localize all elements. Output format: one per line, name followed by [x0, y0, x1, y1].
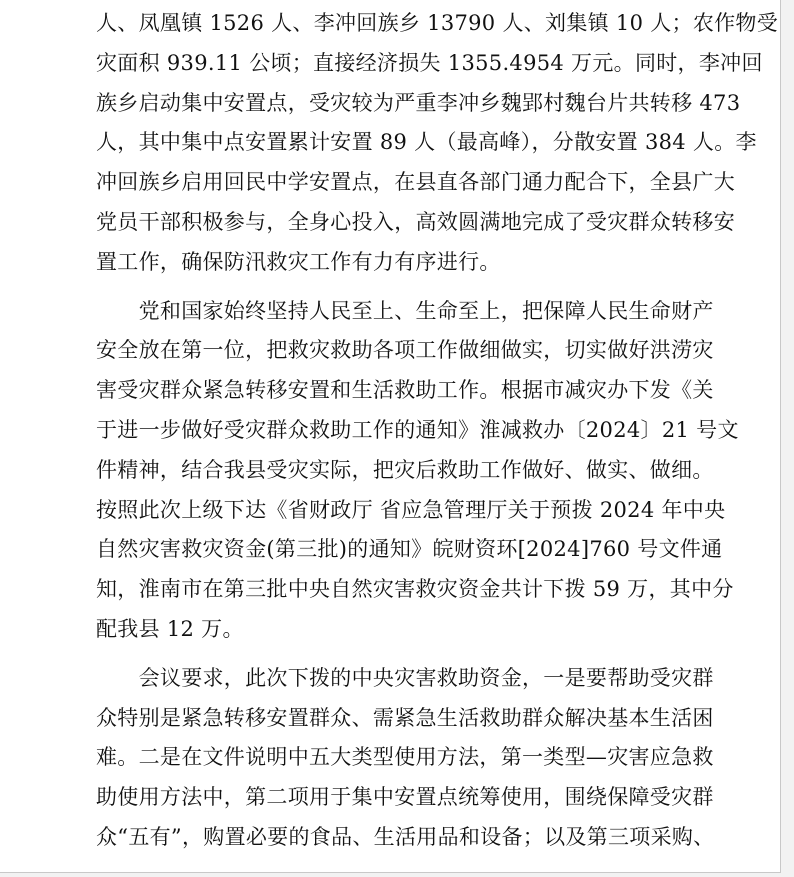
- text-line: 众“五有”，购置必要的食品、生活用品和设备；以及第三项采购、: [96, 824, 715, 849]
- paragraph-2: [96, 292, 739, 650]
- text-line: 族乡启动集中安置点，受灾较为严重李冲乡魏郢村魏台片共转移 473: [96, 90, 741, 115]
- paragraph-gap: [96, 650, 700, 659]
- text-line: 会议要求，此次下拨的中央灾害救助资金，一是要帮助受灾群: [96, 665, 714, 690]
- paragraph-gap: [96, 283, 700, 292]
- paragraph-3: [96, 659, 715, 858]
- text-line: 于进一步做好受灾群众救助工作的通知》淮减救办〔2024〕21 号文: [96, 417, 739, 442]
- text-line: 灾面积 939.11 公顷；直接经济损失 1355.4954 万元。同时，李冲回: [96, 50, 763, 75]
- text-line: 害受灾群众紧急转移安置和生活救助工作。根据市减灾办下发《关: [96, 378, 714, 403]
- text-line: 党员干部积极参与，全身心投入，高效圆满地完成了受灾群众转移安: [96, 209, 735, 234]
- text-line: 知，淮南市在第三批中央自然灾害救灾资金共计下拨 59 万，其中分: [96, 577, 734, 602]
- text-line: 安全放在第一位，把救灾救助各项工作做细做实，切实做好洪涝灾: [96, 338, 714, 363]
- text-line: 自然灾害救灾资金(第三批)的通知》皖财资环[2024]760 号文件通: [96, 537, 723, 562]
- paragraph-1: [96, 4, 779, 283]
- text-line: 众特别是紧急转移安置群众、需紧急生活救助群众解决基本生活困: [96, 705, 714, 730]
- text-line: 件精神，结合我县受灾实际，把灾后救助工作做好、做实、做细。: [96, 457, 714, 482]
- text-line: 难。二是在文件说明中五大类型使用方法，第一类型—灾害应急救: [96, 745, 714, 770]
- text-line: 人、凤凰镇 1526 人、李冲回族乡 13790 人、刘集镇 10 人；农作物受: [96, 11, 779, 35]
- text-line: 冲回族乡启用回民中学安置点，在县直各部门通力配合下，全县广大: [96, 170, 735, 195]
- text-line: 助使用方法中，第二项用于集中安置点统筹使用，围绕保障受灾群: [96, 785, 714, 810]
- text-line: 配我县 12 万。: [96, 616, 244, 641]
- text-line: 按照此次上级下达《省财政厅 省应急管理厅关于预拨 2024 年中央: [96, 497, 726, 522]
- document-body: [96, 4, 779, 858]
- text-line: 党和国家始终坚持人民至上、生命至上，把保障人民生命财产: [96, 298, 714, 323]
- text-line: 人，其中集中点安置累计安置 89 人（最高峰），分散安置 384 人。李: [96, 130, 757, 155]
- text-line: 置工作，确保防汛救灾工作有力有序进行。: [96, 249, 501, 274]
